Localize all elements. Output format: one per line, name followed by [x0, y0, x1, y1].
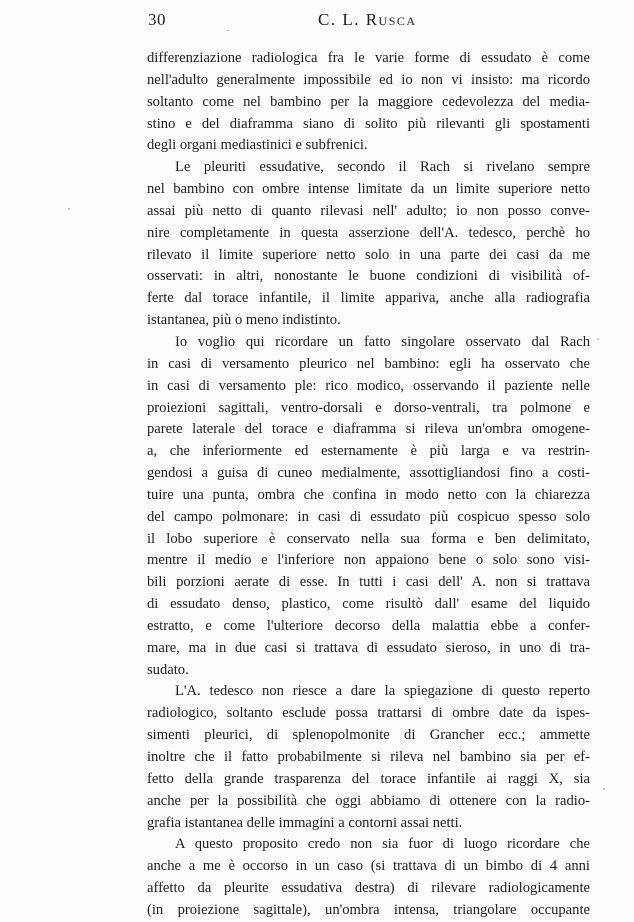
- text-line: tuire una punta, ombra che confina in modo netto con la chiarezza: [147, 486, 590, 503]
- paper-speckle: [226, 30, 229, 31]
- text-line: a, che inferiormente ed esternamente è più larga e va restrin-: [147, 443, 590, 460]
- text-line: nel bambino con ombre intense limitate da un limite superiore netto: [147, 181, 590, 198]
- page-number: 30: [148, 10, 166, 29]
- text-line: nell'adulto generalmente impossibile ed io non vi insisto: ma ricordo: [147, 71, 590, 88]
- text-line: sudato.: [147, 661, 189, 678]
- text-line: soltanto come nel bambino per la maggiore cedevolezza del media-: [147, 93, 590, 110]
- text-line: Le pleuriti essudative, secondo il Rach si rivelano sempre: [175, 159, 590, 176]
- text-line: L'A. tedesco non riesce a dare la spiegazione di questo reperto: [175, 683, 590, 700]
- text-line: mare, ma in due casi si trattava di essudato sieroso, in uno di tra-: [147, 639, 590, 656]
- text-line: simenti pleurici, di splenopolmonite di Grancher ecc.; ammette: [147, 727, 590, 744]
- paragraph: [147, 834, 590, 921]
- text-line: proiezioni sagittali, ventro-dorsali e dorso-ventrali, tra polmone e: [147, 399, 590, 416]
- text-line: Io voglio qui ricordare un fatto singolare osservato dal Rach: [175, 333, 590, 350]
- text-line: grafia istantanea delle immagini a contorni assai netti.: [147, 814, 463, 831]
- text-line: A questo proposito credo non sia fuor di luogo ricordare che: [175, 836, 590, 853]
- text-line: radiologico, soltanto esclude possa trattarsi di ombre date da ispes-: [147, 705, 590, 722]
- text-line: ferte dal torace infantile, il limite appariva, anche alla radiografia: [147, 290, 590, 307]
- text-line: bili porzioni aerate di esse. In tutti i casi dell' A. non si trattava: [147, 574, 590, 591]
- paragraph: [147, 681, 590, 834]
- text-line: osservati: in altri, nonostante le buone condizioni di visibilità of-: [147, 268, 590, 285]
- paragraph: [147, 48, 590, 157]
- paper-speckle: [597, 338, 599, 340]
- text-line: gendosi a guisa di cuneo medialmente, assottigliandosi fino a costi-: [147, 465, 590, 482]
- text-line: degli organi mediastinici e subfrenici.: [147, 137, 368, 154]
- text-line: affetto da pleurite essudativa destra) di rilevare radiologicamente: [147, 880, 590, 897]
- text-line: fetto della grande trasparenza del torace infantile ai raggi X, sia: [147, 770, 590, 787]
- text-line: nire completamente in questa asserzione dell'A. tedesco, perchè ho: [147, 224, 590, 241]
- text-line: assai più netto di quanto rilevasi nell' adulto; io non posso conve-: [147, 202, 590, 219]
- paragraph: [147, 157, 590, 332]
- page-header: [148, 10, 590, 30]
- paper-speckle: [68, 208, 70, 210]
- paper-speckle: [603, 788, 605, 790]
- body-text: [147, 48, 590, 922]
- text-line: inoltre che il fatto probabilmente si rileva nel bambino sia per ef-: [147, 749, 590, 765]
- text-line: mentre il medio e l'inferiore non appaiono bene o solo sono visi-: [147, 552, 590, 569]
- text-line: anche per la possibilità che oggi abbiamo di ottenere con la radio-: [147, 792, 590, 809]
- text-line: in casi di versamento pleurico nel bambino: egli ha osservato che: [147, 355, 590, 372]
- text-line: differenziazione radiologica fra le varie forme di essudato è come: [147, 50, 590, 66]
- text-line: del campo polmonare: in casi di essudato più cospicuo spesso solo: [147, 508, 590, 525]
- text-line: rilevato il limite superiore netto solo in una parte dei casi da me: [147, 246, 590, 263]
- text-line: anche a me è occorso in un caso (si trattava di un bimbo di 4 anni: [147, 858, 590, 875]
- text-line: parete laterale del torace e diaframma si rileva un'ombra omogene-: [147, 421, 590, 438]
- text-line: stino e del diaframma siano di solito più rilevanti gli spostamenti: [147, 115, 590, 132]
- text-line: di essudato denso, plastico, come risultò dall' esame del liquido: [147, 596, 590, 613]
- text-line: istantanea, più o meno indistinto.: [147, 312, 341, 329]
- text-line: in casi di versamento ple: rico modico, osservando il paziente nelle: [147, 377, 590, 394]
- text-line: estratto, e come l'ulteriore decorso della malattia ebbe a confer-: [147, 617, 590, 634]
- text-line: il lobo superiore è conservato nella sua forma e ben delimitato,: [147, 530, 590, 547]
- paragraph: [147, 332, 590, 682]
- text-line: (in proiezione sagittale), un'ombra intensa, triangolare occupante: [147, 901, 590, 918]
- running-head: C. L. Rusca: [318, 10, 417, 29]
